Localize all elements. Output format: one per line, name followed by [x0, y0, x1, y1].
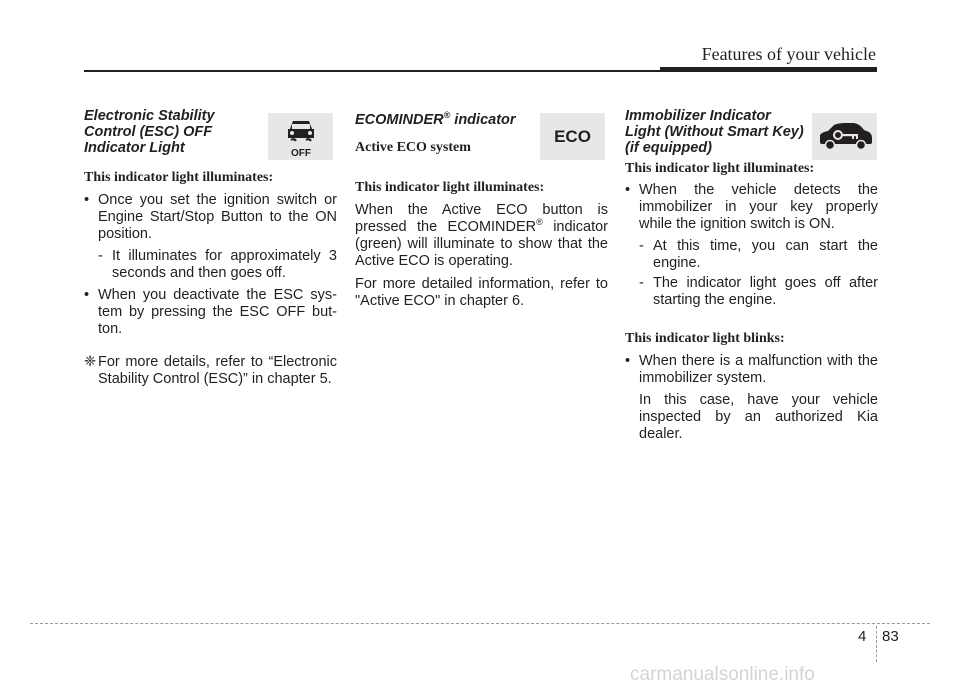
car-key-icon: [816, 120, 874, 154]
esc-off-bullet-2: • When you deactivate the ESC sys-tem by pressing the ESC OFF but-ton.: [84, 287, 337, 337]
page-header-title: Features of your vehicle: [701, 44, 876, 64]
ecominder-paragraph-1: When the Active ECO button is pressed the ECOMINDER® indicator (green) will illuminate to show that the Active ECO is operating.: [355, 202, 608, 269]
esc-off-note: ❈ For more details, refer to “Electronic Stability Control (ESC)” in chapter 5.: [84, 354, 337, 387]
immobilizer-indicator-icon: [812, 113, 877, 160]
esc-off-car-skid-icon: [281, 116, 321, 158]
ecominder-subhead-illuminates: This indicator light illuminates:: [355, 180, 545, 195]
esc-off-indicator-icon: [268, 113, 333, 160]
chapter-number: 4: [858, 628, 867, 645]
esc-off-subhead: This indicator light illuminates:: [84, 170, 274, 185]
immobilizer-bullet-2: • When there is a malfunction with the immobilizer system.: [625, 353, 878, 386]
immobilizer-bullet-1: • When the vehicle detects the immobilizer in your key properly while the ignition switch is ON.: [625, 182, 878, 232]
page-number-divider: [876, 626, 877, 662]
page-number: 83: [882, 628, 899, 645]
esc-off-icon-label: OFF: [290, 147, 311, 158]
esc-off-heading: Electronic Stability Control (ESC) OFF Indicator Light: [84, 108, 215, 156]
watermark: carmanualsonline.info: [630, 664, 815, 685]
esc-off-bullet-1: • Once you set the ignition switch or Engine Start/Stop Button to the ON position.: [84, 192, 337, 242]
esc-off-dash-1: - It illuminates for approximately 3 seconds and then goes off.: [98, 248, 337, 281]
ecominder-heading: ECOMINDER® indicator: [355, 110, 516, 128]
header-rule: [84, 70, 662, 72]
ecominder-subhead-system: Active ECO system: [355, 140, 471, 155]
eco-icon-label: ECO: [554, 126, 591, 146]
header-rule-accent: [660, 67, 877, 72]
immobilizer-heading: Immobilizer Indicator Light (Without Smart Key) (if equipped): [625, 108, 804, 156]
footer-rule: [30, 623, 930, 624]
immobilizer-bullet-2-continued: In this case, have your vehicle inspected by an authorized Kia dealer.: [639, 392, 878, 442]
immobilizer-subhead-illuminates: This indicator light illuminates:: [625, 161, 815, 176]
immobilizer-subhead-blinks: This indicator light blinks:: [625, 331, 785, 346]
immobilizer-dash-1: - At this time, you can start the engine.: [639, 238, 878, 271]
ecominder-paragraph-2: For more detailed information, refer to "Active ECO" in chapter 6.: [355, 276, 608, 309]
eco-indicator-icon: [540, 113, 605, 160]
immobilizer-dash-2: - The indicator light goes off after starting the engine.: [639, 275, 878, 308]
